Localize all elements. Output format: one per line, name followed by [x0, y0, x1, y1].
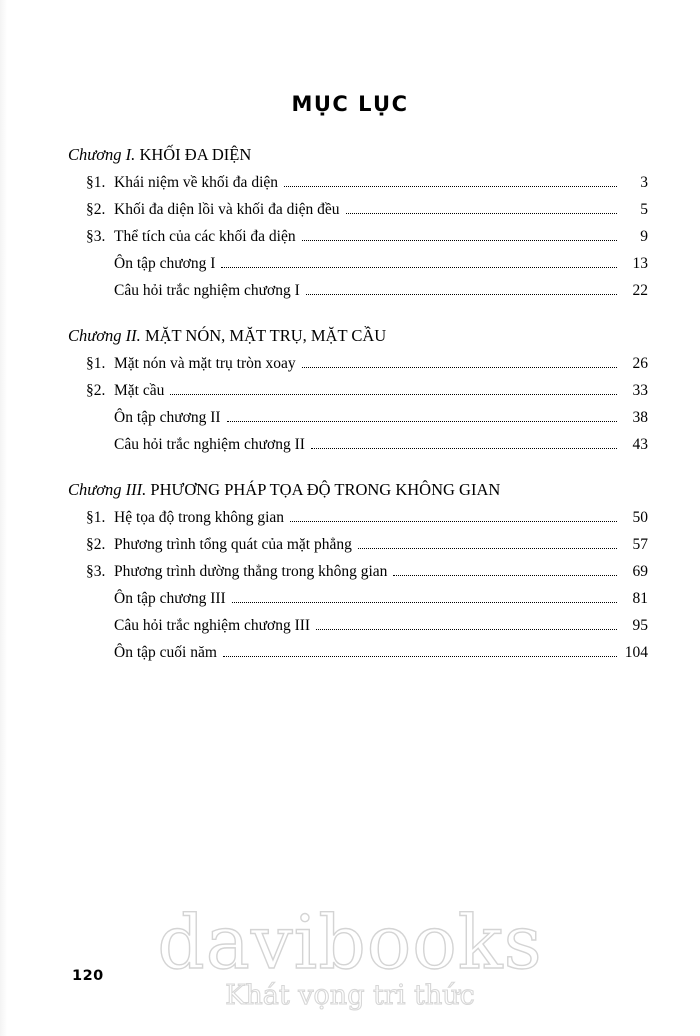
- toc-entry-group: [68, 169, 648, 304]
- chapter-name: MẶT NÓN, MẶT TRỤ, MẶT CẦU: [144, 326, 387, 345]
- toc-entry-section: §3.: [86, 562, 106, 580]
- toc-entry-page: 38: [632, 408, 648, 426]
- toc-leader-dots: [232, 602, 617, 603]
- page-title: MỤC LỤC: [291, 92, 409, 116]
- toc-entry-label: Phương trình tổng quát của mặt phẳng: [114, 535, 352, 553]
- toc-entry[interactable]: [68, 277, 648, 304]
- toc-entry-section: §1.: [86, 354, 106, 372]
- toc-entry-label: Ôn tập chương III: [114, 589, 226, 607]
- toc-entry-page: 26: [632, 354, 648, 372]
- toc-leader-dots: [302, 367, 617, 368]
- toc-leader-dots: [227, 421, 617, 422]
- toc-entry-label: Mặt nón và mặt trụ tròn xoay: [114, 354, 296, 372]
- toc-entry[interactable]: [68, 639, 648, 666]
- chapter-number: Chương II.: [68, 326, 141, 345]
- toc-entry[interactable]: [68, 377, 648, 404]
- toc-entry-page: 33: [632, 381, 648, 399]
- toc-leader-dots: [284, 186, 617, 187]
- toc-entry-label: Thể tích của các khối đa diện: [114, 227, 296, 245]
- toc-entry-label: Mặt cầu: [114, 381, 165, 399]
- toc-chapter-heading: [68, 145, 648, 165]
- toc-entry[interactable]: [68, 531, 648, 558]
- toc-entry[interactable]: [68, 169, 648, 196]
- toc-entry-page: 95: [632, 616, 648, 634]
- toc-entry-page: 81: [632, 589, 648, 607]
- chapter-number: Chương III.: [68, 480, 147, 499]
- toc-entry[interactable]: [68, 223, 648, 250]
- toc-entry-section: §2.: [86, 381, 106, 399]
- toc-leader-dots: [306, 294, 617, 295]
- toc-entry-group: [68, 504, 648, 666]
- toc-entry-section: §1.: [86, 173, 106, 191]
- toc-entry-label: Khối đa diện lồi và khối đa diện đều: [114, 200, 340, 218]
- toc-entry-label: Câu hỏi trắc nghiệm chương II: [114, 435, 305, 453]
- toc-entry-page: 50: [632, 508, 648, 526]
- toc-entry[interactable]: [68, 196, 648, 223]
- toc-leader-dots: [290, 521, 617, 522]
- toc-leader-dots: [311, 448, 617, 449]
- toc-entry-page: 22: [632, 281, 648, 299]
- chapter-number: Chương I.: [68, 145, 136, 164]
- toc-chapter-heading: [68, 480, 648, 500]
- toc-entry-page: 57: [632, 535, 648, 553]
- toc-leader-dots: [393, 575, 617, 576]
- toc-entry-section: §2.: [86, 200, 106, 218]
- toc-entry-label: Hệ tọa độ trong không gian: [114, 508, 285, 526]
- toc-entry[interactable]: [68, 350, 648, 377]
- toc-leader-dots: [221, 267, 617, 268]
- toc-leader-dots: [223, 656, 617, 657]
- toc-entry[interactable]: [68, 612, 648, 639]
- watermark-brand: davibooks: [157, 900, 543, 986]
- toc-leader-dots: [346, 213, 617, 214]
- toc-entry-label: Ôn tập chương I: [114, 254, 216, 272]
- toc-entry-page: 43: [632, 435, 648, 453]
- toc-chapter-heading: [68, 326, 648, 346]
- toc-leader-dots: [302, 240, 617, 241]
- toc-entry-page: 5: [640, 200, 648, 218]
- toc-entry-label: Ôn tập chương II: [114, 408, 221, 426]
- toc-entry-label: Câu hỏi trắc nghiệm chương III: [114, 616, 311, 634]
- toc-entry[interactable]: [68, 404, 648, 431]
- toc-entry-page: 9: [640, 227, 648, 245]
- chapter-name: KHỐI ĐA DIỆN: [139, 145, 252, 164]
- toc-entry-label: Ôn tập cuối năm: [114, 643, 217, 661]
- table-of-contents: [68, 145, 648, 666]
- toc-entry-page: 69: [632, 562, 648, 580]
- toc-entry-group: [68, 350, 648, 458]
- toc-entry-page: 104: [624, 643, 648, 661]
- toc-entry-page: 13: [632, 254, 648, 272]
- toc-leader-dots: [358, 548, 617, 549]
- toc-entry[interactable]: [68, 431, 648, 458]
- toc-entry-label: Khái niệm về khối đa diện: [114, 173, 278, 191]
- toc-entry-label: Câu hỏi trắc nghiệm chương I: [114, 281, 300, 299]
- toc-entry-section: §3.: [86, 227, 106, 245]
- toc-entry[interactable]: [68, 585, 648, 612]
- toc-entry[interactable]: [68, 504, 648, 531]
- toc-entry[interactable]: [68, 558, 648, 585]
- toc-leader-dots: [170, 394, 617, 395]
- toc-entry-label: Phương trình dường thẳng trong không gian: [114, 562, 388, 580]
- chapter-name: PHƯƠNG PHÁP TỌA ĐỘ TRONG KHÔNG GIAN: [150, 480, 501, 499]
- toc-entry[interactable]: [68, 250, 648, 277]
- toc-entry-section: §1.: [86, 508, 106, 526]
- page-gutter: [0, 0, 7, 1036]
- toc-entry-page: 3: [640, 173, 648, 191]
- watermark-tagline: Khát vọng tri thức: [225, 980, 475, 1011]
- page-number: 120: [72, 968, 104, 984]
- toc-leader-dots: [316, 629, 617, 630]
- toc-entry-section: §2.: [86, 535, 106, 553]
